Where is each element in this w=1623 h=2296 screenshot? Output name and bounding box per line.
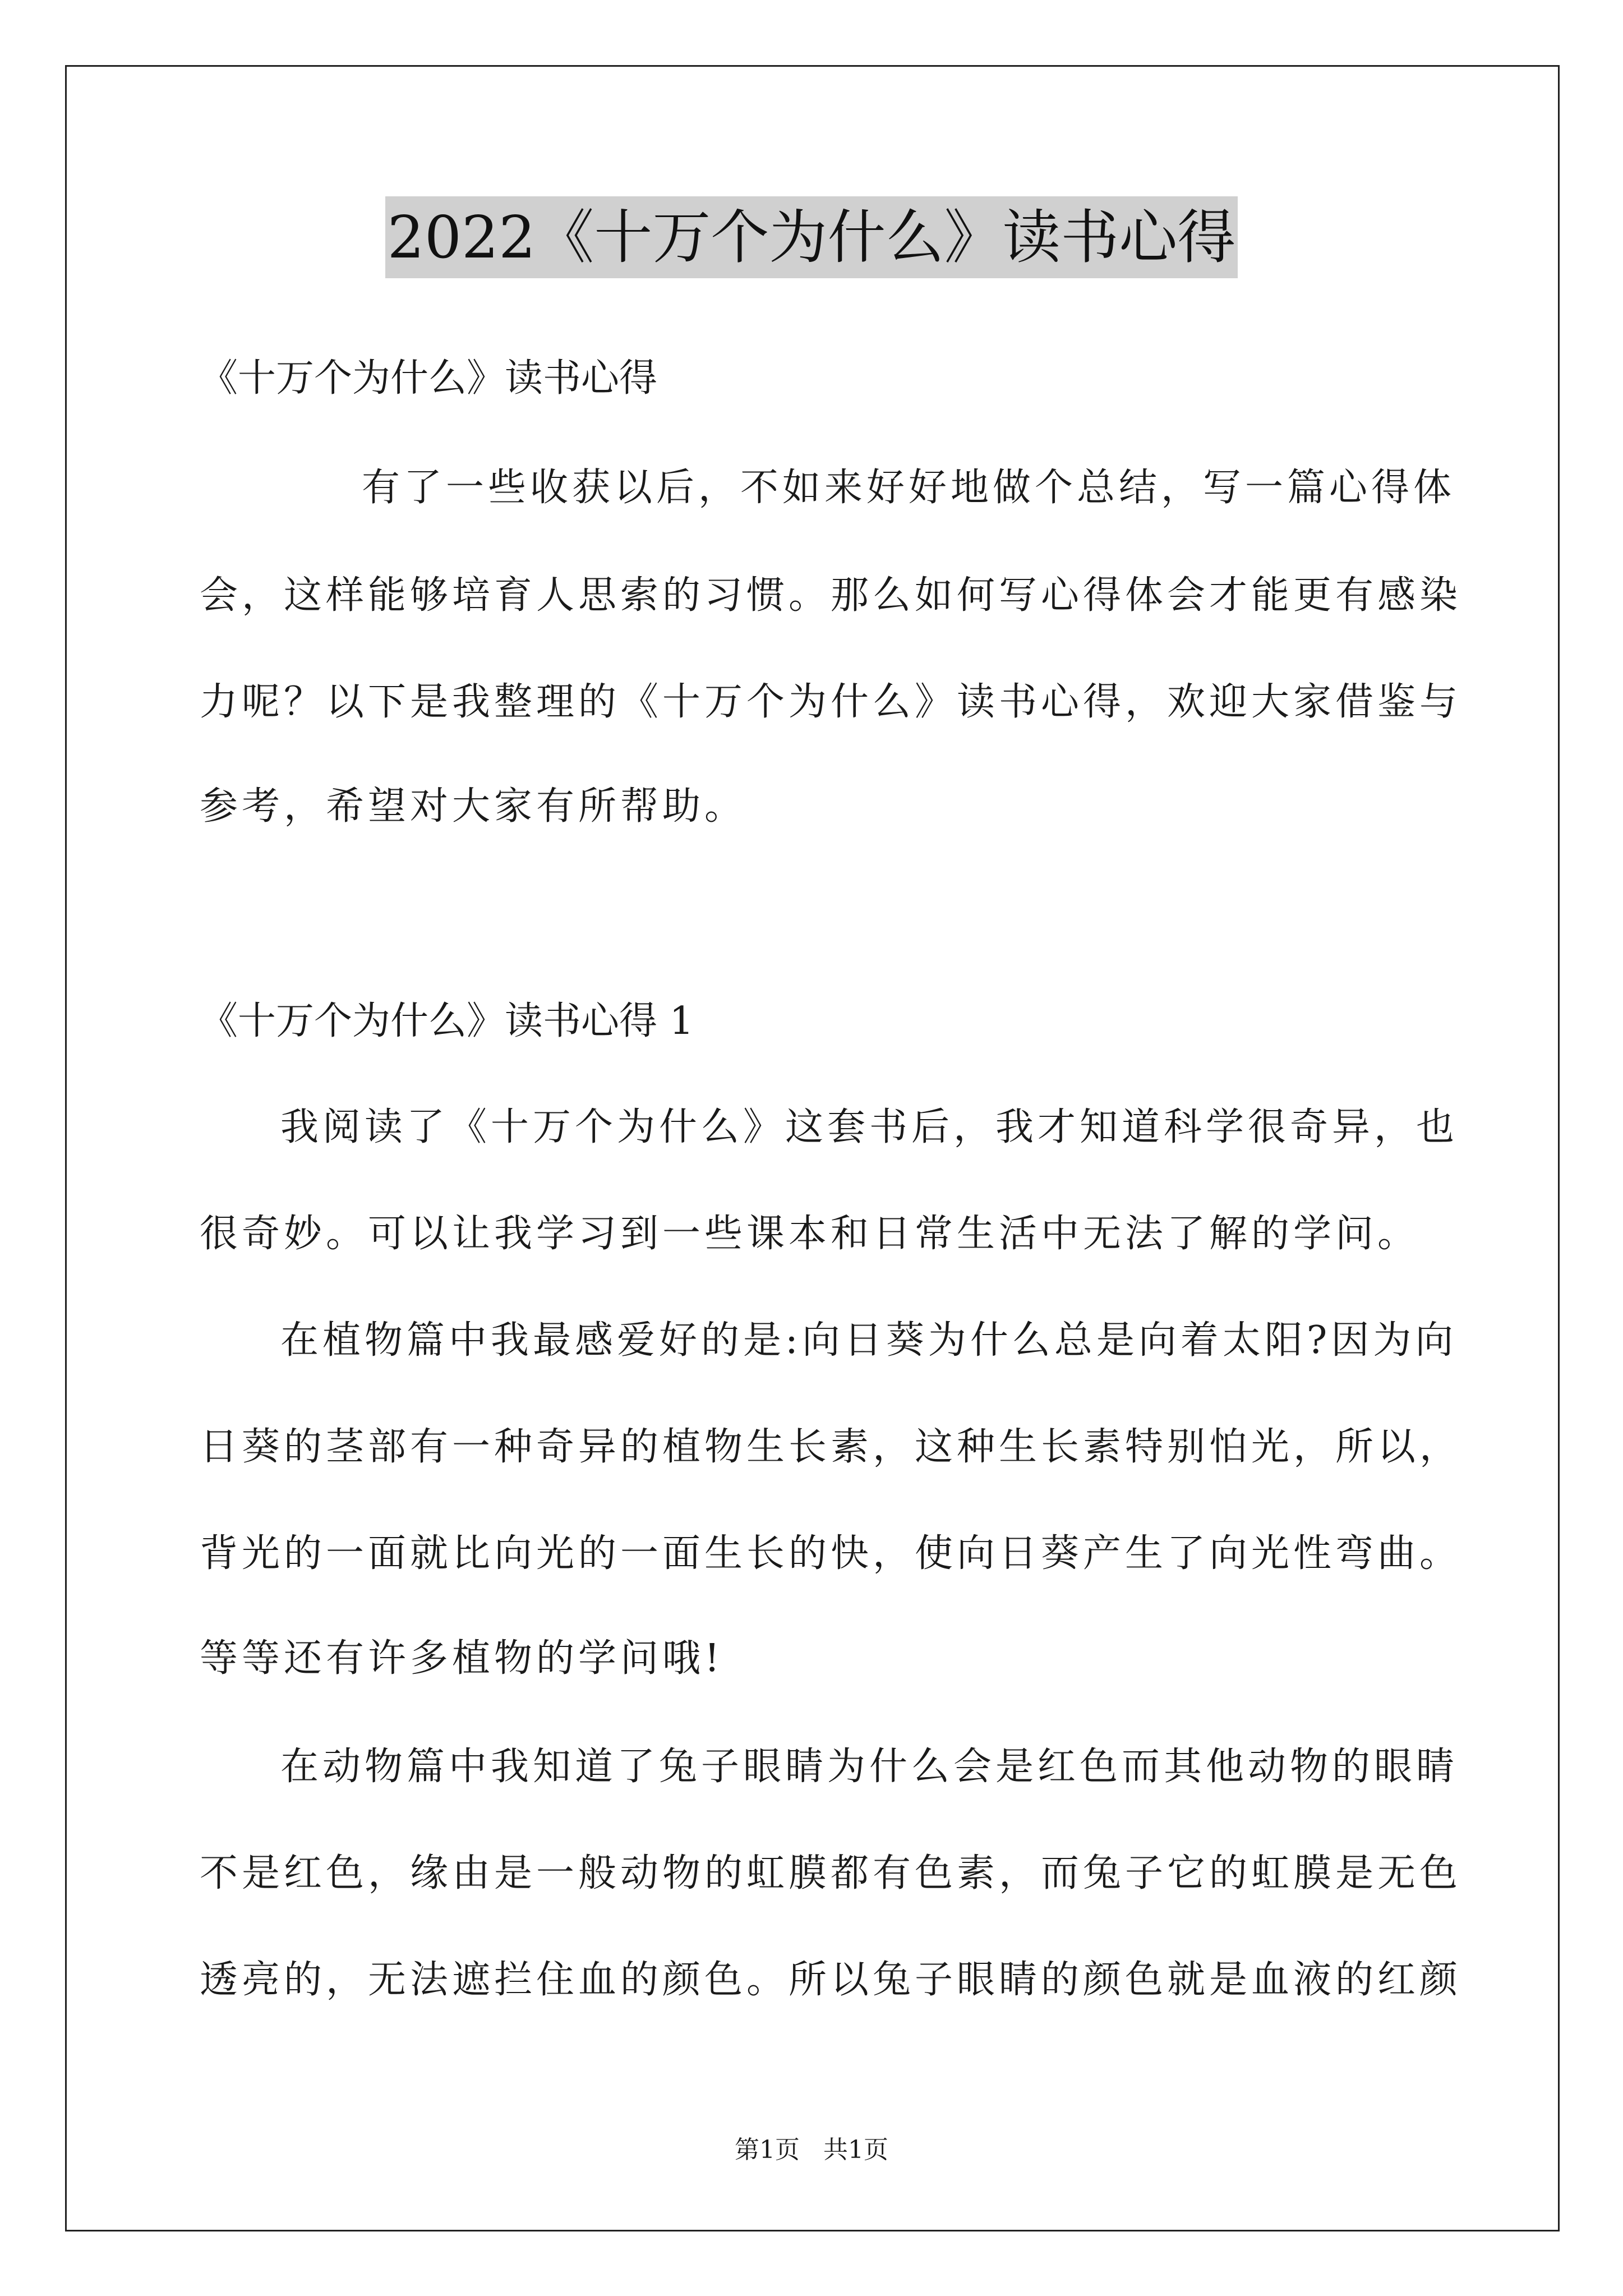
title-container	[0, 196, 1623, 278]
paragraph-line: 日葵的茎部有一种奇异的植物生长素，这种生长素特别怕光，所以，	[200, 1425, 1462, 1469]
paragraph-line: 有了一些收获以后，不如来好好地做个总结，写一篇心得体	[362, 466, 1456, 510]
paragraph-line: 很奇妙。可以让我学习到一些课本和日常生活中无法了解的学问。	[200, 1212, 1420, 1256]
paragraph-line: 参考，希望对大家有所帮助。	[200, 784, 747, 829]
paragraph-line: 不是红色，缘由是一般动物的虹膜都有色素，而兔子它的虹膜是无色	[200, 1851, 1462, 1895]
paragraph-line: 力呢？以下是我整理的《十万个为什么》读书心得，欢迎大家借鉴与	[200, 680, 1462, 724]
paragraph-line: 等等还有许多植物的学问哦!	[200, 1636, 724, 1681]
paragraph-line: 透亮的，无法遮拦住血的颜色。所以兔子眼睛的颜色就是血液的红颜	[200, 1958, 1462, 2002]
page-number-current: 第1页	[735, 2136, 800, 2164]
section-heading: 《十万个为什么》读书心得 1	[200, 999, 694, 1043]
section-heading: 《十万个为什么》读书心得	[200, 356, 658, 401]
paragraph-line: 在动物篇中我知道了兔子眼睛为什么会是红色而其他动物的眼睛	[280, 1745, 1459, 1789]
paragraph-line: 背光的一面就比向光的一面生长的快，使向日葵产生了向光性弯曲。	[200, 1531, 1462, 1576]
page-number-total: 共1页	[823, 2136, 888, 2164]
paragraph-line: 会，这样能够培育人思索的习惯。那么如何写心得体会才能更有感染	[200, 573, 1462, 618]
page-footer	[0, 2134, 1623, 2166]
paragraph-line: 在植物篇中我最感爱好的是:向日葵为什么总是向着太阳?因为向	[280, 1318, 1458, 1363]
document-title: 2022《十万个为什么》读书心得	[385, 196, 1238, 278]
paragraph-line: 我阅读了《十万个为什么》这套书后，我才知道科学很奇异，也	[280, 1105, 1459, 1149]
